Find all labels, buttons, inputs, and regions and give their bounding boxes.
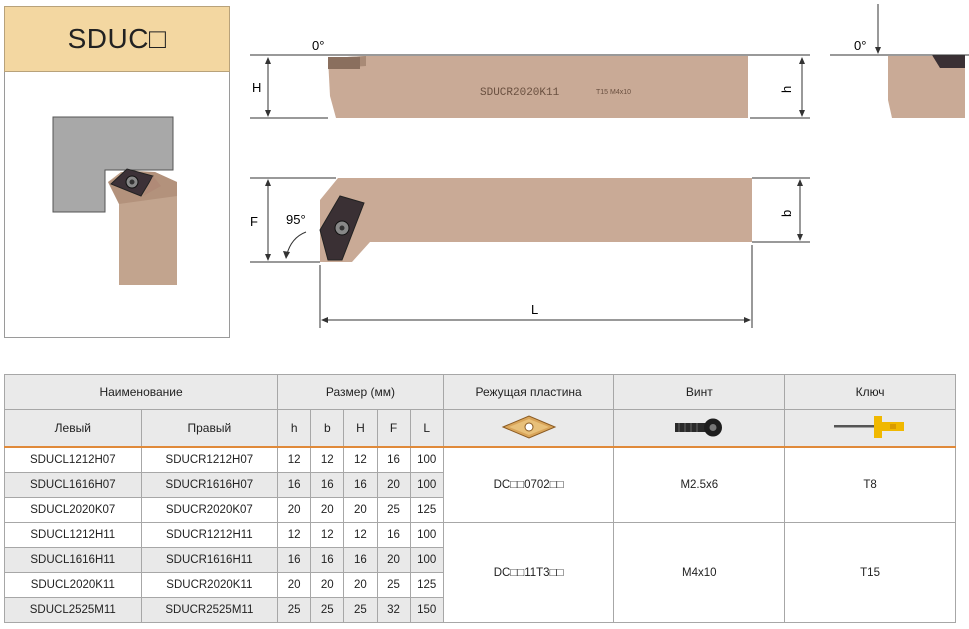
dim-h-label: h bbox=[779, 85, 794, 93]
group-screw: M2.5x6 bbox=[614, 447, 785, 523]
cell-H: 20 bbox=[344, 498, 377, 523]
cell-b: 12 bbox=[311, 523, 344, 548]
group-screw: M4x10 bbox=[614, 523, 785, 623]
cell-L: 125 bbox=[410, 498, 443, 523]
angle-lead-label: 95° bbox=[286, 212, 306, 227]
technical-drawing bbox=[240, 0, 969, 340]
cell-F: 25 bbox=[377, 498, 410, 523]
rhombic-insert-icon bbox=[499, 414, 559, 440]
cell-L: 100 bbox=[410, 548, 443, 573]
cell-L: 100 bbox=[410, 447, 443, 473]
cell-left: SDUCL2020K07 bbox=[5, 498, 142, 523]
table-row bbox=[5, 447, 956, 473]
holder-engraving: SDUCR2020K11 bbox=[480, 87, 560, 99]
cell-H: 12 bbox=[344, 523, 377, 548]
tool-illustration bbox=[4, 72, 230, 338]
cell-L: 150 bbox=[410, 598, 443, 623]
cell-right: SDUCR2525M11 bbox=[141, 598, 278, 623]
holder-plan-view bbox=[320, 178, 752, 262]
group-insert: DC□□0702□□ bbox=[443, 447, 614, 523]
subheader-left: Левый bbox=[5, 410, 142, 448]
torx-key-icon bbox=[830, 412, 910, 442]
dim-b-label: b bbox=[779, 209, 794, 217]
group-key: T15 bbox=[785, 523, 956, 623]
cell-right: SDUCR1616H07 bbox=[141, 473, 278, 498]
cell-left: SDUCL1212H07 bbox=[5, 447, 142, 473]
cell-b: 16 bbox=[311, 473, 344, 498]
cell-H: 16 bbox=[344, 473, 377, 498]
cell-b: 16 bbox=[311, 548, 344, 573]
tool-holder-image bbox=[5, 72, 229, 336]
subheader-right: Правый bbox=[141, 410, 278, 448]
cell-F: 32 bbox=[377, 598, 410, 623]
dim-H-label: H bbox=[252, 80, 262, 95]
dim-L-label: L bbox=[531, 302, 539, 317]
torx-screw-icon bbox=[669, 412, 729, 442]
header-name: Наименование bbox=[5, 375, 278, 410]
holder-side-view bbox=[888, 55, 965, 118]
screw-header-cell bbox=[614, 410, 785, 448]
cell-F: 25 bbox=[377, 573, 410, 598]
cell-right: SDUCR2020K07 bbox=[141, 498, 278, 523]
cell-left: SDUCL1616H07 bbox=[5, 473, 142, 498]
cell-L: 100 bbox=[410, 473, 443, 498]
holder-engraving-small: T15 M4x10 bbox=[596, 89, 632, 96]
product-title: SDUC□ bbox=[4, 6, 230, 72]
cell-left: SDUCL1212H11 bbox=[5, 523, 142, 548]
key-header-cell bbox=[785, 410, 956, 448]
cell-H: 12 bbox=[344, 447, 377, 473]
group-key: T8 bbox=[785, 447, 956, 523]
subheader-L: L bbox=[410, 410, 443, 448]
cell-h: 20 bbox=[278, 573, 311, 598]
cell-h: 20 bbox=[278, 498, 311, 523]
cell-F: 20 bbox=[377, 473, 410, 498]
cell-right: SDUCR1616H11 bbox=[141, 548, 278, 573]
cell-b: 25 bbox=[311, 598, 344, 623]
cell-L: 125 bbox=[410, 573, 443, 598]
angle-side-label: 0° bbox=[854, 38, 867, 53]
holder-top-view bbox=[328, 56, 748, 118]
cell-b: 20 bbox=[311, 498, 344, 523]
table-row bbox=[5, 523, 956, 548]
insert-header-cell bbox=[443, 410, 614, 448]
cell-left: SDUCL2525M11 bbox=[5, 598, 142, 623]
cell-F: 16 bbox=[377, 447, 410, 473]
spec-table bbox=[4, 374, 956, 623]
cell-left: SDUCL1616H11 bbox=[5, 548, 142, 573]
angle-top-label: 0° bbox=[312, 38, 325, 53]
cell-right: SDUCR1212H11 bbox=[141, 523, 278, 548]
subheader-h: h bbox=[278, 410, 311, 448]
cell-left: SDUCL2020K11 bbox=[5, 573, 142, 598]
cell-H: 25 bbox=[344, 598, 377, 623]
header-screw: Винт bbox=[614, 375, 785, 410]
subheader-F: F bbox=[377, 410, 410, 448]
group-insert: DC□□11T3□□ bbox=[443, 523, 614, 623]
cell-h: 25 bbox=[278, 598, 311, 623]
cell-H: 20 bbox=[344, 573, 377, 598]
subheader-H: H bbox=[344, 410, 377, 448]
cell-H: 16 bbox=[344, 548, 377, 573]
cell-b: 12 bbox=[311, 447, 344, 473]
cell-L: 100 bbox=[410, 523, 443, 548]
dim-F-label: F bbox=[250, 214, 258, 229]
cell-h: 12 bbox=[278, 523, 311, 548]
subheader-b: b bbox=[311, 410, 344, 448]
cell-h: 12 bbox=[278, 447, 311, 473]
cell-right: SDUCR2020K11 bbox=[141, 573, 278, 598]
cell-b: 20 bbox=[311, 573, 344, 598]
header-insert: Режущая пластина bbox=[443, 375, 614, 410]
cell-h: 16 bbox=[278, 473, 311, 498]
header-key: Ключ bbox=[785, 375, 956, 410]
cell-F: 16 bbox=[377, 523, 410, 548]
cell-right: SDUCR1212H07 bbox=[141, 447, 278, 473]
header-size: Размер (мм) bbox=[278, 375, 444, 410]
cell-F: 20 bbox=[377, 548, 410, 573]
cell-h: 16 bbox=[278, 548, 311, 573]
